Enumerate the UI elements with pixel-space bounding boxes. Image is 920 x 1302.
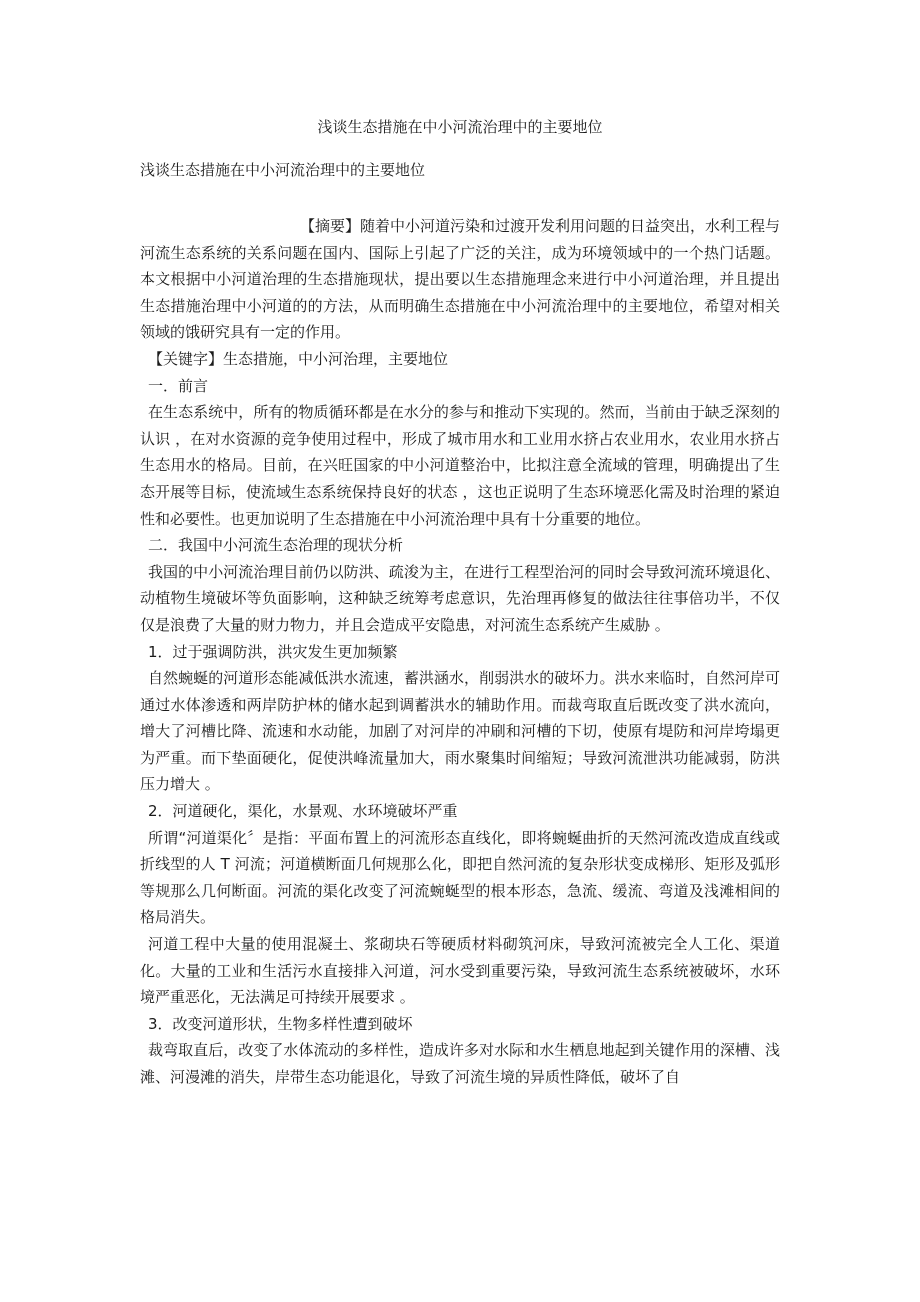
biodiversity-paragraph: 裁弯取直后，改变了水体流动的多样性，造成许多对水际和水生栖息地起到关键作用的深槽、浅滩、河漫滩的消失，岸带生态功能退化，导致了河流生境的异质性降低，破坏了自	[140, 1041, 780, 1086]
document-subtitle: 浅谈生态措施在中小河流治理中的主要地位	[140, 161, 426, 179]
flood-paragraph: 自然蜿蜒的河道形态能减低洪水流速，蓄洪涵水，削弱洪水的破坏力。洪水来临时，自然河岸可通过水体渗透和两岸防护林的储水起到调蓄洪水的辅助作用。而裁弯取直后既改变了洪水流向，增大了河槽比降、流速和水动能，加剧了对河岸的冲刷和河槽的下切，使原有堤防和河岸垮塌更为严重。而下垫面硬化，促使洪峰流量加大，雨水聚集时间缩短；导致河流泄洪功能减弱，防洪压力增大 。	[140, 669, 780, 794]
item-heading-flood: 1．过于强调防洪，洪灾发生更加频繁	[148, 642, 398, 661]
intro-paragraph: 在生态系统中，所有的物质循环都是在水分的参与和推动下实现的。然而，当前由于缺乏深刻的认识 ，在对水资源的竞争使用过程中，形成了城市用水和工业用水挤占农业用水，农业用水挤占生态用水的格局。目前，在兴旺国家的中小河道整治中，比拟注意全流域的管理，明确提出了生态开展等目标，使流域生态系统保持良好的状态 ，这也正说明了生态环境恶化需及时治理的紧迫性和必要性。也更加说明了生态措施在中小河流治理中具有十分重要的地位。	[140, 403, 780, 528]
section-heading-intro: 一．前言	[148, 376, 209, 395]
document-title: 浅谈生态措施在中小河流治理中的主要地位	[317, 118, 603, 136]
item-heading-biodiversity: 3．改变河道形状，生物多样性遭到破坏	[148, 1014, 413, 1033]
abstract-paragraph: 【摘要】随着中小河道污染和过渡开发利用问题的日益突出，水利工程与河流生态系统的关系问题在国内、国际上引起了广泛的关注，成为环境领域中的一个热门话题。本文根据中小河道治理的生态措施现状，提出要以生态措施理念来进行中小河道治理，并且提出生态措施治理中小河道的的方法，从而明确生态措施在中小河流治理中的主要地位，希望对相关领域的饿研究具有一定的作用。	[140, 217, 781, 342]
section-heading-status: 二．我国中小河流生态治理的现状分析	[148, 536, 404, 555]
channelization-paragraph-1: 所谓“河道渠化〞是指：平面布置上的河流形态直线化，即将蜿蜒曲折的天然河流改造成直线或折线型的人 T 河流；河道横断面几何规那么化，即把自然河流的复杂形状变成梯形、矩形及弧形等规那么几何断面。河流的渠化改变了河流蜿蜒型的根本形态，急流、缓流、弯道及浅滩相间的格局消失。	[140, 828, 780, 927]
status-paragraph: 我国的中小河流治理目前仍以防洪、疏浚为主，在进行工程型治河的同时会导致河流环境退化、动植物生境破坏等负面影响，这种缺乏统筹考虑意识，先治理再修复的做法往往事倍功半，不仅仅是浪费了大量的财力物力，并且会造成平安隐患，对河流生态系统产生威胁 。	[140, 562, 780, 634]
document-body	[140, 213, 780, 1091]
item-heading-channelization: 2．河道硬化，渠化，水景观、水环境破坏严重	[148, 802, 458, 821]
channelization-paragraph-2: 河道工程中大量的使用混凝土、浆砌块石等硬质材料砌筑河床，导致河流被完全人工化、渠道化。大量的工业和生活污水直接排入河道，河水受到重要污染，导致河流生态系统被破坏，水环境严重恶化，无法满足可持续开展要求 。	[140, 935, 780, 1007]
keywords-line: 【关键字】生态措施，中小河治理，主要地位	[148, 349, 449, 368]
